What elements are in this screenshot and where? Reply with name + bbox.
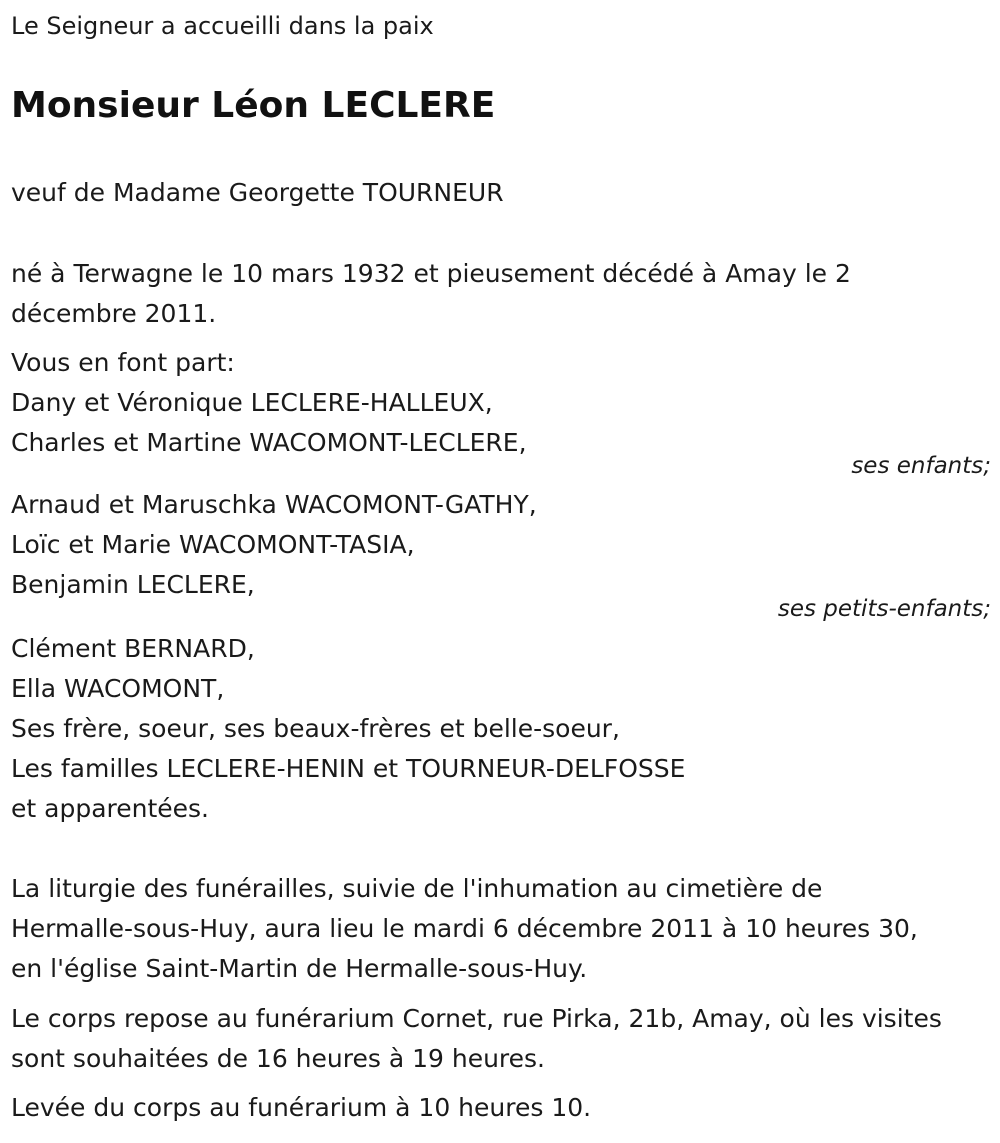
spouse-line: veuf de Madame Georgette TOURNEUR xyxy=(11,178,504,207)
children-label: ses enfants; xyxy=(851,453,991,479)
birth-death-line-1: né à Terwagne le 10 mars 1932 et pieusement décédé à Amay le 2 xyxy=(11,259,851,288)
other-line-2: Ella WACOMONT, xyxy=(11,674,225,703)
visits-line-2: sont souhaitées de 16 heures à 19 heures. xyxy=(11,1044,546,1073)
birth-death-paragraph xyxy=(11,254,851,334)
child-line-1: Dany et Véronique LECLERE-HALLEUX, xyxy=(11,388,493,417)
family-announcement xyxy=(11,343,527,463)
grandchild-line-2: Loïc et Marie WACOMONT-TASIA, xyxy=(11,530,415,559)
funeral-line-2: Hermalle-sous-Huy, aura lieu le mardi 6 décembre 2011 à 10 heures 30, xyxy=(11,914,918,943)
child-line-2: Charles et Martine WACOMONT-LECLERE, xyxy=(11,428,527,457)
grandchild-line-1: Arnaud et Maruschka WACOMONT-GATHY, xyxy=(11,490,537,519)
grandchildren-label: ses petits-enfants; xyxy=(777,596,991,622)
other-family-list xyxy=(11,629,685,829)
visits-line-1: Le corps repose au funérarium Cornet, rue Pirka, 21b, Amay, où les visites xyxy=(11,1004,942,1033)
other-line-5: et apparentées. xyxy=(11,794,209,823)
deceased-name: Monsieur Léon LECLERE xyxy=(11,85,496,126)
funeral-line-1: La liturgie des funérailles, suivie de l'inhumation au cimetière de xyxy=(11,874,823,903)
intro-text: Le Seigneur a accueilli dans la paix xyxy=(11,12,434,40)
grandchildren-list xyxy=(11,485,537,605)
other-line-3: Ses frère, soeur, ses beaux-frères et belle-soeur, xyxy=(11,714,620,743)
funeral-line-3: en l'église Saint-Martin de Hermalle-sous-Huy. xyxy=(11,954,588,983)
birth-death-line-2: décembre 2011. xyxy=(11,299,217,328)
other-line-4: Les familles LECLERE-HENIN et TOURNEUR-DELFOSSE xyxy=(11,754,686,783)
visits-paragraph xyxy=(11,999,942,1079)
other-line-1: Clément BERNARD, xyxy=(11,634,255,663)
announcement-line: Vous en font part: xyxy=(11,348,235,377)
funeral-paragraph xyxy=(11,869,918,989)
departure-line: Levée du corps au funérarium à 10 heures 10. xyxy=(11,1093,592,1122)
grandchild-line-3: Benjamin LECLERE, xyxy=(11,570,255,599)
